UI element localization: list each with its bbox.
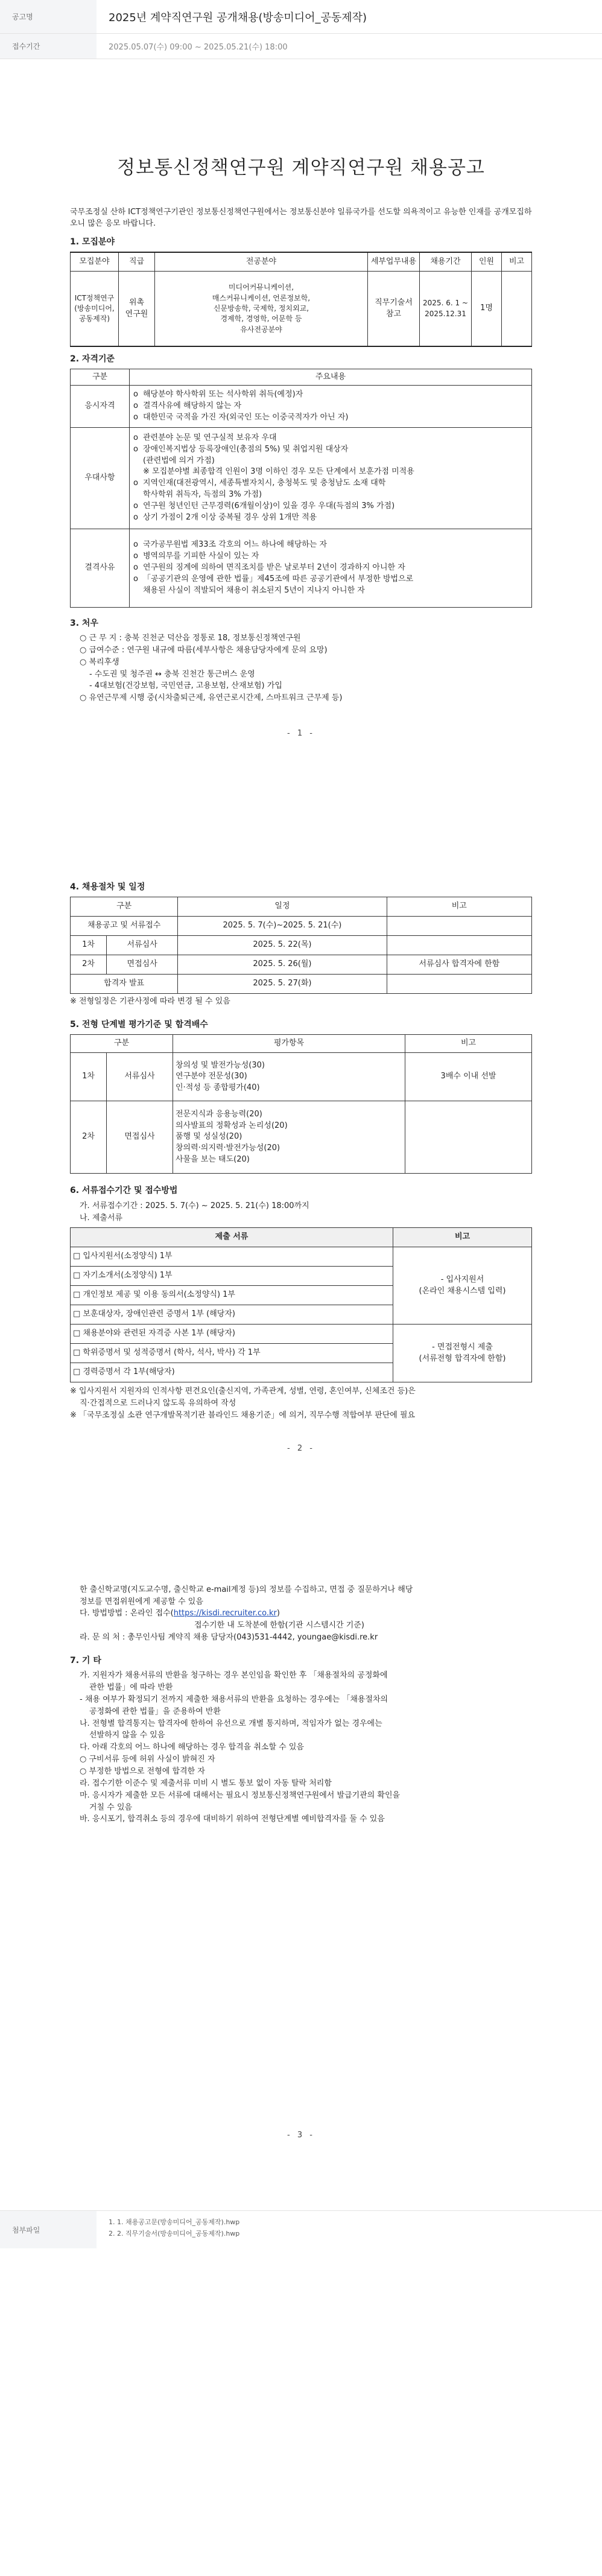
doc-item: □ 학위증명서 및 성적증명서 (학사, 석사, 박사) 각 1부 xyxy=(71,1344,393,1363)
qual-item: 관련분야 논문 및 연구실적 보유자 우대 xyxy=(143,433,277,442)
attachments-row xyxy=(0,2210,602,2248)
section-2-heading: 2. 자격기준 xyxy=(70,354,115,364)
schedule-step: 2차 xyxy=(71,955,107,975)
qual-item: 대한민국 국적을 가진 자(외국인 또는 이중국적자가 아닌 자) xyxy=(143,412,349,422)
recruit-rank xyxy=(119,272,155,346)
schedule-step: 합격자 발표 xyxy=(71,975,178,994)
recruit-table xyxy=(70,252,532,347)
notice-title-label: 공고명 xyxy=(0,0,97,33)
apply-method xyxy=(80,1608,532,1620)
etc-line: 관한 법률」에 따라 반환 xyxy=(89,1683,173,1693)
major-line: 매스커뮤니케이션, 언론정보학, xyxy=(212,293,311,302)
continuation xyxy=(70,1585,532,1644)
qual-header: 주요내용 xyxy=(130,369,532,386)
etc-line: - 채용 여부가 확정되기 전까지 제출한 채용서류의 반환을 요청하는 경우에는 「채용절차의 xyxy=(80,1694,388,1704)
field-line: (방송미디어, xyxy=(74,304,115,313)
notice-title: 2025년 계약직연구원 공개채용(방송미디어_공동제작) xyxy=(109,11,367,24)
schedule-date: 2025. 5. 26(월) xyxy=(178,955,387,975)
recruit-header: 세부업무내용 xyxy=(368,252,420,272)
recruit-header: 모집분야 xyxy=(71,252,119,272)
etc-line: 바. 응시포기, 합격취소 등의 경우에 대비하기 위하여 전형단계별 예비합격자를 둘 수 있음 xyxy=(80,1814,385,1824)
attachments-list xyxy=(97,2211,252,2248)
section-5-heading: 5. 전형 단계별 평가기준 및 합격배수 xyxy=(70,1020,208,1030)
documents-table xyxy=(70,1227,532,1382)
eval-note: 3배수 이내 선발 xyxy=(405,1053,532,1101)
doc-note-line: - 입사지원서 xyxy=(440,1275,484,1285)
qual-items: o 해당분야 학사학위 또는 석사학위 취득(예정)자 o 결격사유에 해당하지 않는 자 o 대한민국 국적을 가진 자(외국인 또는 이중국적자가 아닌 자) xyxy=(130,386,532,428)
benefits-list xyxy=(70,633,532,704)
section-6-heading: 6. 서류접수기간 및 접수방법 xyxy=(70,1186,178,1196)
recruit-major xyxy=(155,272,368,346)
eval-step: 1차 xyxy=(71,1053,107,1101)
schedule-table xyxy=(70,897,532,994)
recruit-field xyxy=(71,272,119,346)
qual-category: 우대사항 xyxy=(71,427,130,529)
doc-item-text: 보훈대상자, 장애인관련 증명서 1부 (해당자) xyxy=(83,1309,235,1319)
contact-line: 라. 문 의 처 : 총무인사팀 계약직 채용 담당자(043)531-4442, youngae@kisdi.re.kr xyxy=(80,1633,378,1643)
qual-items: o 관련분야 논문 및 연구실적 보유자 우대 o 장애인복지법상 등록장애인(총점의 5%) 및 취업지원 대상자 (관련법에 의거 가점) ※ 모집분야별 최종합격 인원이 3명 이하인 경우 모든 단계에서 보훈가점 미적용 o 지역인재(대전광역시, 세종특별자치시, 충청북도 및 충청남도 소재 대학 학사학위 취득자, 득점의 3% 가점) o 연구원 청년인턴 근무경력(6개월이상)이 있을 경우 우대(득점의 3% 가점) o 상기 가점이 2개 이상 중복될 경우 상위 1개만 적용 xyxy=(130,427,532,529)
recruit-header: 채용기간 xyxy=(420,252,472,272)
field-line: ICT정책연구 xyxy=(74,293,115,302)
notice-period-label: 접수기간 xyxy=(0,34,97,59)
docs-header: 제출 서류 xyxy=(71,1228,393,1247)
recruit-header: 직급 xyxy=(119,252,155,272)
docs-title: 나. 제출서류 xyxy=(80,1213,123,1223)
docs-header: 비고 xyxy=(393,1228,532,1247)
doc-item-text: 자기소개서(소정양식) 1부 xyxy=(83,1271,173,1280)
doc-item: □ 자기소개서(소정양식) 1부 xyxy=(71,1267,393,1286)
qual-item: 상기 가점이 2개 이상 중복될 경우 상위 1개만 적용 xyxy=(143,512,317,522)
document-title: 정보통신정책연구원 계약직연구원 채용공고 xyxy=(117,157,485,179)
recruit-count: 1명 xyxy=(472,272,502,346)
doc-note-line: (온라인 채용시스템 입력) xyxy=(419,1286,506,1296)
section-1-heading: 1. 모집분야 xyxy=(70,237,115,247)
apply-link[interactable]: https://kisdi.recruiter.co.kr xyxy=(173,1609,277,1618)
eval-item: 사물을 보는 태도(20) xyxy=(176,1155,250,1165)
schedule-footnote: ※ 전형일정은 기관사정에 따라 변경 될 수 있음 xyxy=(70,997,230,1007)
eval-item: 전문지식과 응용능력(20) xyxy=(176,1109,262,1119)
eval-header: 비고 xyxy=(405,1035,532,1053)
docs-footnote: 직·간접적으로 드러나지 않도록 유의하여 작성 xyxy=(80,1399,236,1408)
schedule-step: 채용공고 및 서류접수 xyxy=(71,917,178,936)
recruit-note xyxy=(502,272,532,346)
qual-item: 연구원의 징계에 의하여 면직조치를 받은 날로부터 2년이 경과하지 아니한 자 xyxy=(143,562,405,572)
qual-item: 장애인복지법상 등록장애인(총점의 5%) 및 취업지원 대상자 xyxy=(143,444,349,454)
doc-item-text: 입사지원서(소정양식) 1부 xyxy=(83,1251,173,1261)
eval-step-name: 서류심사 xyxy=(107,1053,173,1101)
schedule-date: 2025. 5. 22(목) xyxy=(178,936,387,955)
qual-item: 지역인재(대전광역시, 세종특별자치시, 충청북도 및 충청남도 소재 대학 xyxy=(143,479,386,488)
schedule-header: 비고 xyxy=(387,897,531,917)
attachment-link[interactable]: 2. 2. 직무기술서(방송미디어_공동제작).hwp xyxy=(109,2229,240,2237)
doc-note xyxy=(393,1247,532,1325)
section-3-heading: 3. 처우 xyxy=(70,618,98,628)
qual-item: 해당분야 학사학위 또는 석사학위 취득(예정)자 xyxy=(143,390,303,399)
eval-header: 평가항목 xyxy=(173,1035,405,1053)
docs-footnote: ※ 「국무조정실 소관 연구개발목적기관 블라인드 채용기준」에 의거, 직무수행 적합여부 판단에 필요 xyxy=(70,1411,416,1420)
apply-method-suffix: ) xyxy=(276,1609,280,1618)
doc-item: □ 입사지원서(소정양식) 1부 xyxy=(71,1247,393,1267)
etc-line: ○ 구비서류 등에 허위 사실이 밝혀진 자 xyxy=(80,1755,215,1764)
eval-item: 품행 및 성실성(20) xyxy=(176,1132,242,1142)
notice-period-row xyxy=(0,34,602,59)
doc-note-line: (서류전형 합격자에 한함) xyxy=(419,1353,506,1363)
page-number: - 3 - xyxy=(287,2131,315,2140)
schedule-note xyxy=(387,917,531,936)
schedule-note xyxy=(387,936,531,955)
benefit-line: ○ 급여수준 : 연구원 내규에 따름(세부사항은 채용담당자에게 문의 요망) xyxy=(80,645,328,655)
etc-line: 공정화에 관한 법률」을 준용하여 반환 xyxy=(89,1706,221,1716)
eval-items xyxy=(173,1101,405,1174)
task-line: 직무기술서 xyxy=(375,297,413,307)
major-line: 신문방송학, 국제학, 정치외교, xyxy=(213,304,309,313)
docs-footnote: ※ 입사지원서 지원자의 인적사항 편견요인(출신지역, 가족관계, 성별, 연령, 혼인여부, 신체조건 등)은 xyxy=(70,1387,416,1396)
eval-step-name: 면접심사 xyxy=(107,1101,173,1174)
benefit-line: ○ 근 무 지 : 충북 진천군 덕산읍 정통로 18, 정보통신정책연구원 xyxy=(80,634,301,643)
benefit-line: - 수도권 및 청주권 ↔ 충북 진천간 통근버스 운영 xyxy=(89,669,255,679)
recruit-header: 인원 xyxy=(472,252,502,272)
qual-items: o 국가공무원법 제33조 각호의 어느 하나에 해당하는 자 o 병역의무를 기피한 사실이 있는 자 o 연구원의 징계에 의하여 면직조치를 받은 날로부터 2년이 경과하지 아니한 자 o 「공공기관의 운영에 관한 법률」제45조에 따른 공공기관에서 부정한 방법으로 채용된 사실이 적발되어 채용이 취소된지 5년이 지나지 아니한 자 xyxy=(130,529,532,607)
apply-method-prefix: 다. 방법방법 : 온라인 접수( xyxy=(80,1609,174,1618)
section-7-heading: 7. 기 타 xyxy=(70,1655,101,1665)
doc-item: □ 개인정보 제공 및 이용 동의서(소정양식) 1부 xyxy=(71,1286,393,1305)
schedule-date: 2025. 5. 27(화) xyxy=(178,975,387,994)
apply-period xyxy=(70,1201,532,1224)
benefit-line: - 4대보험(건강보험, 국민연금, 고용보험, 산재보험) 가입 xyxy=(89,681,282,691)
recruit-header: 비고 xyxy=(502,252,532,272)
qual-header: 구분 xyxy=(71,369,130,386)
schedule-header: 구분 xyxy=(71,897,178,917)
schedule-step-name: 면접심사 xyxy=(107,955,178,975)
eval-item: 연구분야 전문성(30) xyxy=(176,1072,247,1081)
recruit-header: 전공분야 xyxy=(155,252,368,272)
doc-item-text: 개인정보 제공 및 이용 동의서(소정양식) 1부 xyxy=(83,1290,235,1300)
etc-line: 거칠 수 있음 xyxy=(89,1802,133,1812)
doc-note xyxy=(393,1325,532,1382)
eval-items xyxy=(173,1053,405,1101)
etc-line: ○ 부정한 방법으로 전형에 합격한 자 xyxy=(80,1767,205,1776)
eval-header: 구분 xyxy=(71,1035,173,1053)
etc-line: 나. 전형별 합격통지는 합격자에 한하여 유선으로 개별 통지하며, 적임자가 없는 경우에는 xyxy=(80,1719,382,1728)
eval-step: 2차 xyxy=(71,1101,107,1174)
recruit-task xyxy=(368,272,420,346)
qual-item: (관련법에 의거 가점) xyxy=(143,456,215,465)
qual-item: 결격사유에 해당하지 않는 자 xyxy=(143,401,242,411)
term-line: 2025.12.31 xyxy=(425,309,466,318)
schedule-note: 서류심사 합격자에 한함 xyxy=(387,955,531,975)
etc-line: 다. 아래 각호의 어느 하나에 해당하는 경우 합격을 취소할 수 있음 xyxy=(80,1743,304,1752)
schedule-note xyxy=(387,975,531,994)
term-line: 2025. 6. 1 ~ xyxy=(423,299,468,308)
schedule-step: 1차 xyxy=(71,936,107,955)
notice-title-row xyxy=(0,0,602,34)
major-line: 유사전공분야 xyxy=(240,325,282,334)
doc-note-line: - 면접전형시 제출 xyxy=(432,1343,493,1352)
field-line: 공동제작) xyxy=(78,314,110,323)
major-line: 미디어커뮤니케이션, xyxy=(228,283,294,292)
qual-category: 결격사유 xyxy=(71,529,130,607)
eval-item: 인·적성 등 종합평가(40) xyxy=(176,1083,260,1093)
etc-line: 마. 응시자가 제출한 모든 서류에 대해서는 필요시 정보통신정책연구원에서 발급기관의 확인을 xyxy=(80,1790,401,1800)
section-4-heading: 4. 채용절차 및 일정 xyxy=(70,882,145,892)
evaluation-table xyxy=(70,1034,532,1174)
etc-list xyxy=(70,1670,532,1825)
doc-item: □ 보훈대상자, 장애인관련 증명서 1부 (해당자) xyxy=(71,1305,393,1325)
doc-item-text: 채용분야와 관련된 자격증 사본 1부 (해당자) xyxy=(83,1329,235,1338)
qual-item: ※ 모집분야별 최종합격 인원이 3명 이하인 경우 모든 단계에서 보훈가점 미적용 xyxy=(143,467,414,477)
task-line: 참고 xyxy=(385,309,402,319)
benefit-line: ○ 유연근무제 시행 중(시차출퇴근제, 유연근로시간제, 스마트워크 근무제 등) xyxy=(80,693,343,703)
qual-item: 연구원 청년인턴 근무경력(6개월이상)이 있을 경우 우대(득점의 3% 가점) xyxy=(143,501,395,510)
attachment-link[interactable]: 1. 1. 채용공고문(방송미디어_공동제작).hwp xyxy=(109,2218,240,2227)
qual-item: 병역의무를 기피한 사실이 있는 자 xyxy=(143,551,259,561)
qualification-table xyxy=(70,369,532,608)
eval-item: 창의성 및 발전가능성(30) xyxy=(176,1060,265,1070)
page-number: - 2 - xyxy=(287,1443,315,1453)
qual-item: 「공공기관의 운영에 관한 법률」제45조에 따른 공공기관에서 부정한 방법으로 xyxy=(143,574,414,584)
recruit-term xyxy=(420,272,472,346)
schedule-date: 2025. 5. 7(수)~2025. 5. 21(수) xyxy=(178,917,387,936)
etc-line: 라. 접수기한 이준수 및 제출서류 미비 시 별도 통보 없이 자동 탈락 처리함 xyxy=(80,1778,332,1788)
intro-text: 국무조정실 산하 ICT정책연구기관인 정보통신정책연구원에서는 정보통신분야 일류국가를 선도할 의욕적이고 유능한 인재를 공개모집하오니 많은 응모 바랍니다. xyxy=(70,207,532,228)
eval-item: 창의력·의지력·발전가능성(20) xyxy=(176,1143,280,1153)
major-line: 경제학, 경영학, 어문학 등 xyxy=(220,314,302,323)
docs-footnotes xyxy=(70,1386,532,1422)
doc-item: □ 경력증명서 각 1부(해당자) xyxy=(71,1363,393,1382)
qual-category: 응시자격 xyxy=(71,386,130,428)
doc-item-text: 경력증명서 각 1부(해당자) xyxy=(83,1367,175,1377)
document-body xyxy=(0,154,602,2210)
schedule-step-name: 서류심사 xyxy=(107,936,178,955)
cont-line: 정보를 면접위원에게 제공할 수 있음 xyxy=(80,1597,203,1606)
qual-item: 채용된 사실이 적발되어 채용이 취소된지 5년이 지나지 아니한 자 xyxy=(143,585,365,595)
qual-item: 학사학위 취득자, 득점의 3% 가점) xyxy=(143,490,262,500)
apply-method-line2: 접수기한 내 도착분에 한함(기관 시스템시간 기준) xyxy=(194,1621,364,1630)
doc-item: □ 채용분야와 관련된 자격증 사본 1부 (해당자) xyxy=(71,1325,393,1344)
apply-period-line: 가. 서류접수기간 : 2025. 5. 7(수) ~ 2025. 5. 21(수) 18:00까지 xyxy=(80,1201,309,1210)
rank-line: 위촉 xyxy=(128,297,145,307)
eval-item: 의사발표의 정확성과 논리성(20) xyxy=(176,1121,288,1130)
page-number: - 1 - xyxy=(287,729,315,739)
benefit-line: ○ 복리후생 xyxy=(80,657,119,667)
cont-line: 한 출신학교명(지도교수명, 출신학교 e-mail계정 등)의 정보를 수집하고, 면접 중 질문하거나 해당 xyxy=(80,1585,413,1594)
rank-line: 연구원 xyxy=(125,309,148,319)
attachments-label: 첨부파일 xyxy=(0,2211,97,2248)
etc-line: 선발하지 않을 수 있음 xyxy=(89,1731,165,1740)
eval-note xyxy=(405,1101,532,1174)
etc-line: 가. 지원자가 채용서류의 반환을 청구하는 경우 본인임을 확인한 후 「채용절차의 공정화에 xyxy=(80,1671,388,1681)
schedule-header: 일정 xyxy=(178,897,387,917)
qual-item: 국가공무원법 제33조 각호의 어느 하나에 해당하는 자 xyxy=(143,540,328,550)
notice-period: 2025.05.07(수) 09:00 ~ 2025.05.21(수) 18:00 xyxy=(109,43,288,52)
doc-item-text: 학위증명서 및 성적증명서 (학사, 석사, 박사) 각 1부 xyxy=(83,1348,261,1358)
